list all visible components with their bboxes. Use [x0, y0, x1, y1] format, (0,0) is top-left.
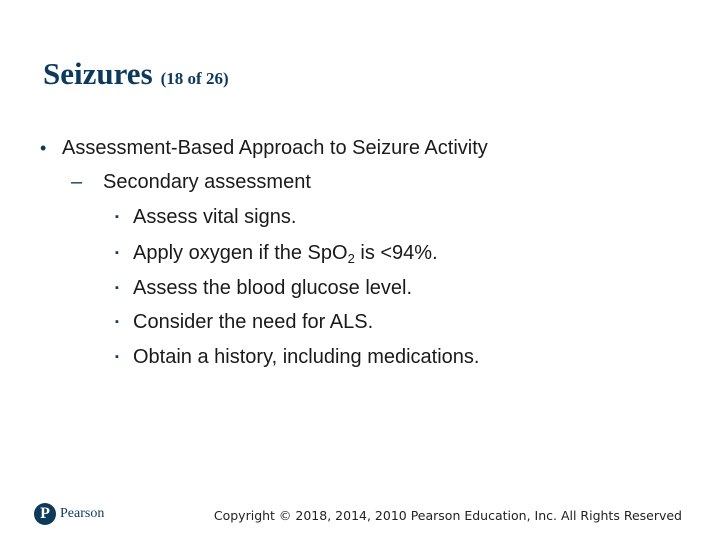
square-bullet-icon: ▪ — [115, 351, 119, 363]
square-bullet-icon: ▪ — [115, 247, 119, 259]
bullet-level2 — [71, 171, 311, 194]
square-bullet-icon: ▪ — [115, 316, 119, 328]
item-text-rest: is <94%. — [354, 242, 438, 264]
item-text-o2: O — [332, 242, 348, 264]
title-main: Seizures — [43, 56, 153, 91]
square-bullet-icon: ▪ — [115, 211, 119, 223]
list-item — [115, 277, 412, 300]
list-item — [115, 346, 479, 369]
item-text: Obtain a history, including medications. — [133, 346, 480, 368]
slide-title — [43, 56, 229, 92]
title-subtitle: (18 of 26) — [160, 69, 229, 88]
subscript-2: 2 — [347, 251, 355, 266]
list-item — [115, 242, 438, 265]
square-bullet-icon: ▪ — [115, 282, 119, 294]
item-text: Consider the need for ALS. — [133, 311, 374, 333]
bullet-dot: • — [40, 138, 47, 158]
pearson-logo — [34, 503, 104, 525]
item-text: Apply oxygen if the Sp — [133, 242, 333, 264]
pearson-wordmark: Pearson — [60, 506, 105, 521]
pearson-logo-icon: P — [34, 503, 56, 525]
copyright-notice: Copyright © 2018, 2014, 2010 Pearson Education, Inc. All Rights Reserved — [213, 508, 682, 523]
item-text: Assess the blood glucose level. — [133, 277, 413, 299]
list-item — [115, 311, 373, 334]
dash-marker: – — [71, 171, 83, 193]
item-text: Assess vital signs. — [133, 206, 297, 228]
bullet-level1 — [40, 137, 488, 160]
bullet-text: Secondary assessment — [103, 171, 311, 193]
list-item — [115, 206, 296, 229]
bullet-text: Assessment-Based Approach to Seizure Activity — [62, 137, 488, 159]
